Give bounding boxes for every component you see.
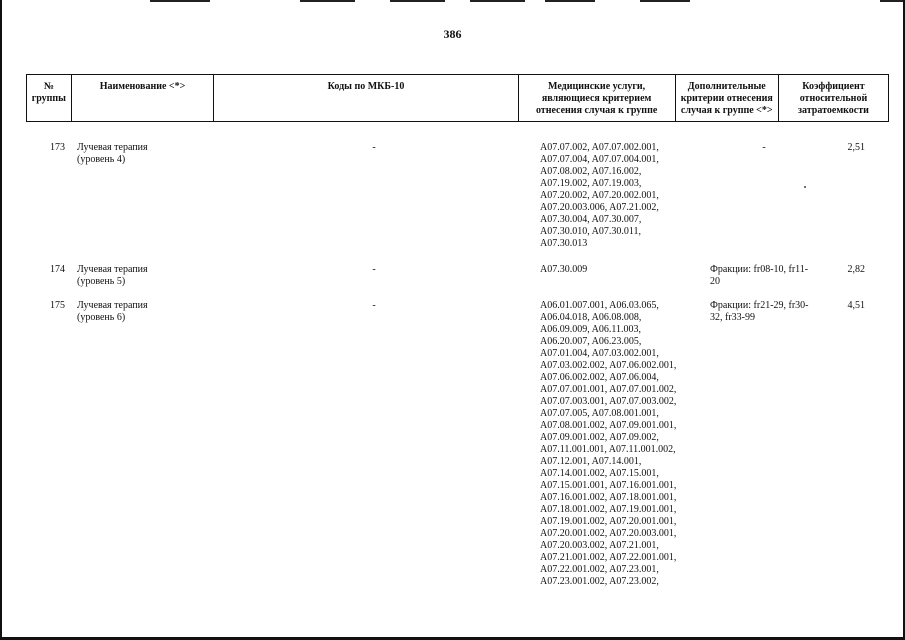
service-line: A07.20.002, A07.20.002.001, [540,190,659,201]
service-line: A07.01.004, A07.03.002.001, [540,348,659,359]
header-services: Медицинские услуги, являющиеся критерием отнесения случая к группе [518,75,675,122]
service-line: A07.09.001.002, A07.09.002, [540,432,659,443]
row-extra-criteria [710,300,830,324]
row-name-level: (уровень 6) [77,312,126,323]
extra-line: 20 [710,276,720,287]
service-line: A07.21.001.002, A07.22.001.001, [540,552,677,563]
row-name-line: Лучевая терапия [77,142,148,153]
row-extra-criteria: - [762,142,766,153]
row-group-no: 174 [50,264,65,275]
row-name-level: (уровень 4) [77,154,126,165]
service-line: A07.30.013 [540,238,588,249]
table-header [26,74,889,122]
row-name [77,142,217,166]
service-line: A06.20.007, A06.23.005, [540,336,642,347]
service-line: A07.19.001.002, A07.20.001.001, [540,516,677,527]
row-name [77,300,217,324]
service-line: A07.30.010, A07.30.011, [540,226,642,237]
service-line: A07.08.001.002, A07.09.001.001, [540,420,677,431]
service-line: A07.07.001.001, A07.07.001.002, [540,384,677,395]
service-line: A07.20.003.002, A07.21.001, [540,540,659,551]
service-line: A07.19.002, A07.19.003, [540,178,642,189]
row-coefficient: 2,51 [847,142,865,153]
row-services [540,264,710,276]
page-number: 386 [443,27,462,41]
service-line: A07.15.001.001, A07.16.001.001, [540,480,677,491]
service-line: A07.07.002, A07.07.002.001, [540,142,659,153]
extra-line: Фракции: fr08-10, fr11- [710,264,809,275]
row-name-level: (уровень 5) [77,276,126,287]
header-group-no: № группы [27,75,72,122]
row-name [77,264,217,288]
extra-line: Фракции: fr21-29, fr30- [710,300,809,311]
row-services [540,142,710,250]
service-line: A07.12.001, A07.14.001, [540,456,642,467]
service-line: A07.20.003.006, A07.21.002, [540,202,659,213]
service-line: A07.22.001.002, A07.23.001, [540,564,659,575]
header-name: Наименование <*> [71,75,214,122]
service-line: A06.04.018, A06.08.008, [540,312,642,323]
service-line: A07.06.002.002, A07.06.004, [540,372,659,383]
service-line: A07.03.002.002, A07.06.002.001, [540,360,677,371]
header-extra-criteria: Дополнительные критерии отнесения случая к группе <*> [675,75,778,122]
service-line: A07.23.001.002, A07.23.002, [540,576,659,587]
service-line: A06.01.007.001, A06.03.065, [540,300,659,311]
service-line: A07.07.004, A07.07.004.001, [540,154,659,165]
service-line: A07.14.001.002, A07.15.001, [540,468,659,479]
header-coefficient: Коэффициент относительной затратоемкости [778,75,888,122]
row-name-line: Лучевая терапия [77,300,148,311]
service-line: A07.18.001.002, A07.19.001.001, [540,504,677,515]
row-name-line: Лучевая терапия [77,264,148,275]
service-line: A06.09.009, A06.11.003, [540,324,642,335]
row-icd-codes: - [372,300,376,311]
row-icd-codes: - [372,142,376,153]
scan-top-edge [0,0,905,3]
service-line: A07.08.002, A07.16.002, [540,166,642,177]
row-coefficient: 4,51 [847,300,865,311]
service-line: A07.11.001.001, A07.11.001.002, [540,444,676,455]
row-group-no: 175 [50,300,65,311]
scan-left-edge [0,0,2,640]
row-services [540,300,710,588]
row-coefficient: 2,82 [847,264,865,275]
row-extra-criteria [710,264,830,288]
service-line: A07.20.001.002, A07.20.003.001, [540,528,677,539]
row-icd-codes: - [372,264,376,275]
scan-speck [804,186,806,188]
service-line: A07.30.009 [540,264,588,275]
extra-line: 32, fr33-99 [710,312,755,323]
service-line: A07.16.001.002, A07.18.001.001, [540,492,677,503]
row-group-no: 173 [50,142,65,153]
service-line: A07.07.003.001, A07.07.003.002, [540,396,677,407]
service-line: A07.30.004, A07.30.007, [540,214,642,225]
header-icd-codes: Коды по МКБ-10 [214,75,518,122]
service-line: A07.07.005, A07.08.001.001, [540,408,659,419]
